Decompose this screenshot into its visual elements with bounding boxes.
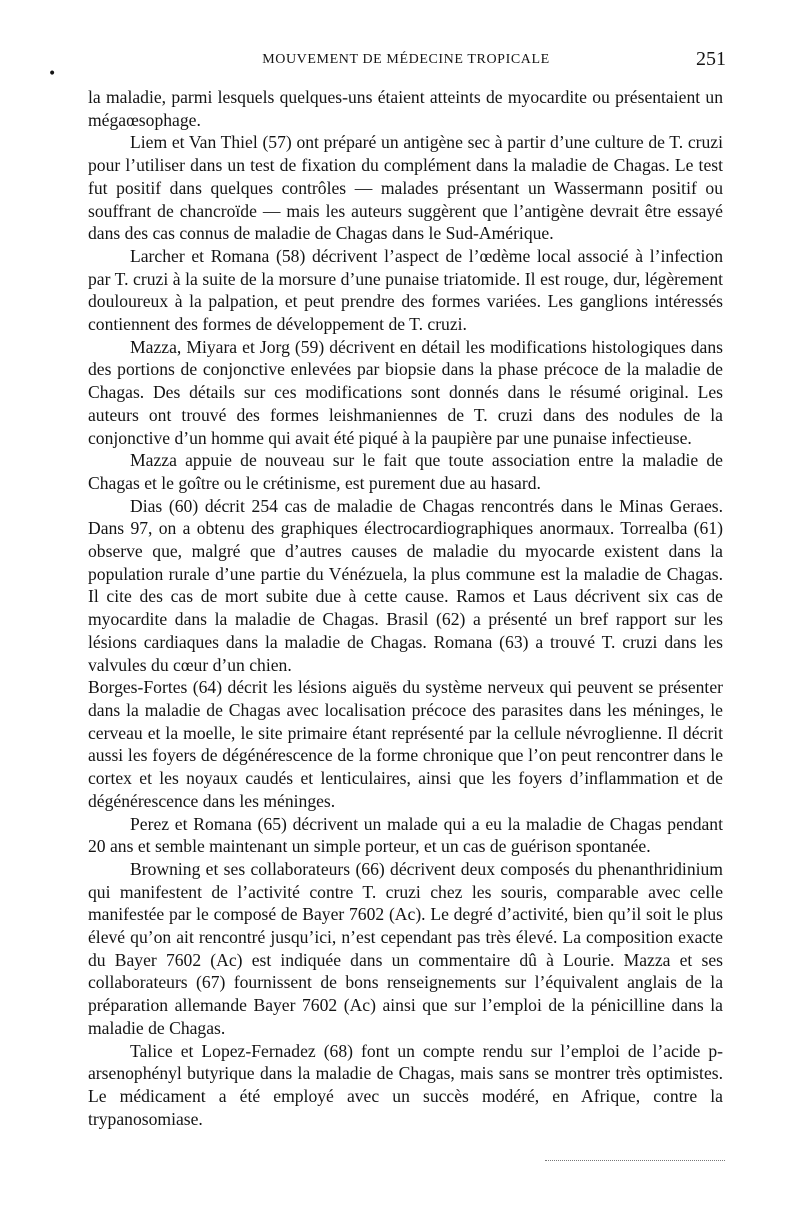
bottom-dotted-rule: [545, 1160, 725, 1161]
paragraph-4: Mazza, Miyara et Jorg (59) décrivent en détail les modifications histologiques dans des portions de conjonctive enlevées par biopsie dans la phase précoce de la maladie de Chagas. Des détails sur ces modifications sont donnés dans le résumé original. Les auteurs ont trouvé des formes leishmaniennes de T. cruzi dans des nodules de la conjonctive d’un homme qui avait été piqué à la paupière par une punaise infectieuse.: [88, 336, 723, 448]
paragraph-1: la maladie, parmi lesquels quelques-uns étaient atteints de myocardite ou présentaient un mégaœsophage.: [88, 87, 723, 130]
page-number: 251: [696, 48, 726, 70]
running-title: MOUVEMENT DE MÉDECINE TROPICALE: [262, 52, 550, 67]
paragraph-10: Talice et Lopez-Fernadez (68) font un compte rendu sur l’emploi de l’acide p-arsenophényl butyrique dans la maladie de Chagas, mais sans se montrer très optimistes. Le médicament a été employé avec un succès modéré, en Afrique, contre la trypanosomiase.: [88, 1040, 723, 1129]
paragraph-5: Mazza appuie de nouveau sur le fait que toute association entre la maladie de Chagas et le goître ou le crétinisme, est purement due au hasard.: [88, 450, 723, 493]
paragraph-9: Browning et ses collaborateurs (66) décrivent deux composés du phenanthridinium qui manifestent de l’activité contre T. cruzi chez les souris, comparable avec celle manifestée par le composé de Bayer 7602 (Ac). Le degré d’activité, bien qu’il soit le plus élevé qu’on ait rencontré jusqu’ici, n’est cependant pas très élevé. La composition exacte du Bayer 7602 (Ac) est indiquée dans un commentaire dû à Lourie. Mazza et ses collaborateurs (67) fournissent de bons renseignements sur l’équivalent anglais de la préparation allemande Bayer 7602 (Ac) ainsi que sur l’emploi de la pénicilline dans la maladie de Chagas.: [88, 858, 723, 1038]
running-head: [86, 48, 726, 74]
paragraph-2: Liem et Van Thiel (57) ont préparé un antigène sec à partir d’une culture de T. cruzi pour l’utiliser dans un test de fixation du complément dans la maladie de Chagas. Le test fut positif dans quelques contrôles — malades présentant un Wassermann positif ou souffrant de chancroïde — mais les auteurs suggèrent que l’antigène devrait être essayé dans des cas connus de maladie de Chagas dans le Sud-Amérique.: [88, 132, 723, 244]
paragraph-7: Borges-Fortes (64) décrit les lésions aiguës du système nerveux qui peuvent se présenter dans la maladie de Chagas avec localisation précoce des parasites dans les méninges, le cerveau et la moelle, le site primaire étant représenté par la cellule névroglienne. Il décrit aussi les foyers de dégénérescence de la forme chronique que l’on peut rencontrer dans le cortex et les noyaux caudés et lenticulaires, ainsi que les foyers d’inflammation et de dégénérescence dans les méninges.: [88, 677, 723, 811]
paragraph-8: Perez et Romana (65) décrivent un malade qui a eu la maladie de Chagas pendant 20 ans et semble maintenant un simple porteur, et un cas de guérison spontanée.: [88, 813, 723, 857]
paragraph-6: Dias (60) décrit 254 cas de maladie de Chagas rencontrés dans le Minas Geraes. Dans 97, on a obtenu des graphiques électrocardiographiques anormaux. Torrealba (61) observe que, malgré que d’autres causes de maladie du myocarde existent dans la population rurale d’une partie du Vénézuela, la plus commune est la maladie de Chagas. Il cite des cas de mort subite due à cette cause. Ramos et Laus décrivent six cas de myocardite dans la maladie de Chagas. Brasil (62) a présenté un bref rapport sur les lésions cardiaques dans la maladie de Chagas. Romana (63) a trouvé T. cruzi dans les valvules du cœur d’un chien.: [88, 495, 723, 675]
margin-dot: •: [48, 66, 57, 82]
body-text: [88, 86, 723, 1130]
paragraph-3: Larcher et Romana (58) décrivent l’aspect de l’œdème local associé à l’infection par T. cruzi à la suite de la morsure d’une punaise triatomide. Il est rouge, dur, légèrement douloureux à la palpation, et peut prendre des formes variées. Les ganglions intéressés contiennent des formes de développement de T. cruzi.: [88, 245, 723, 335]
